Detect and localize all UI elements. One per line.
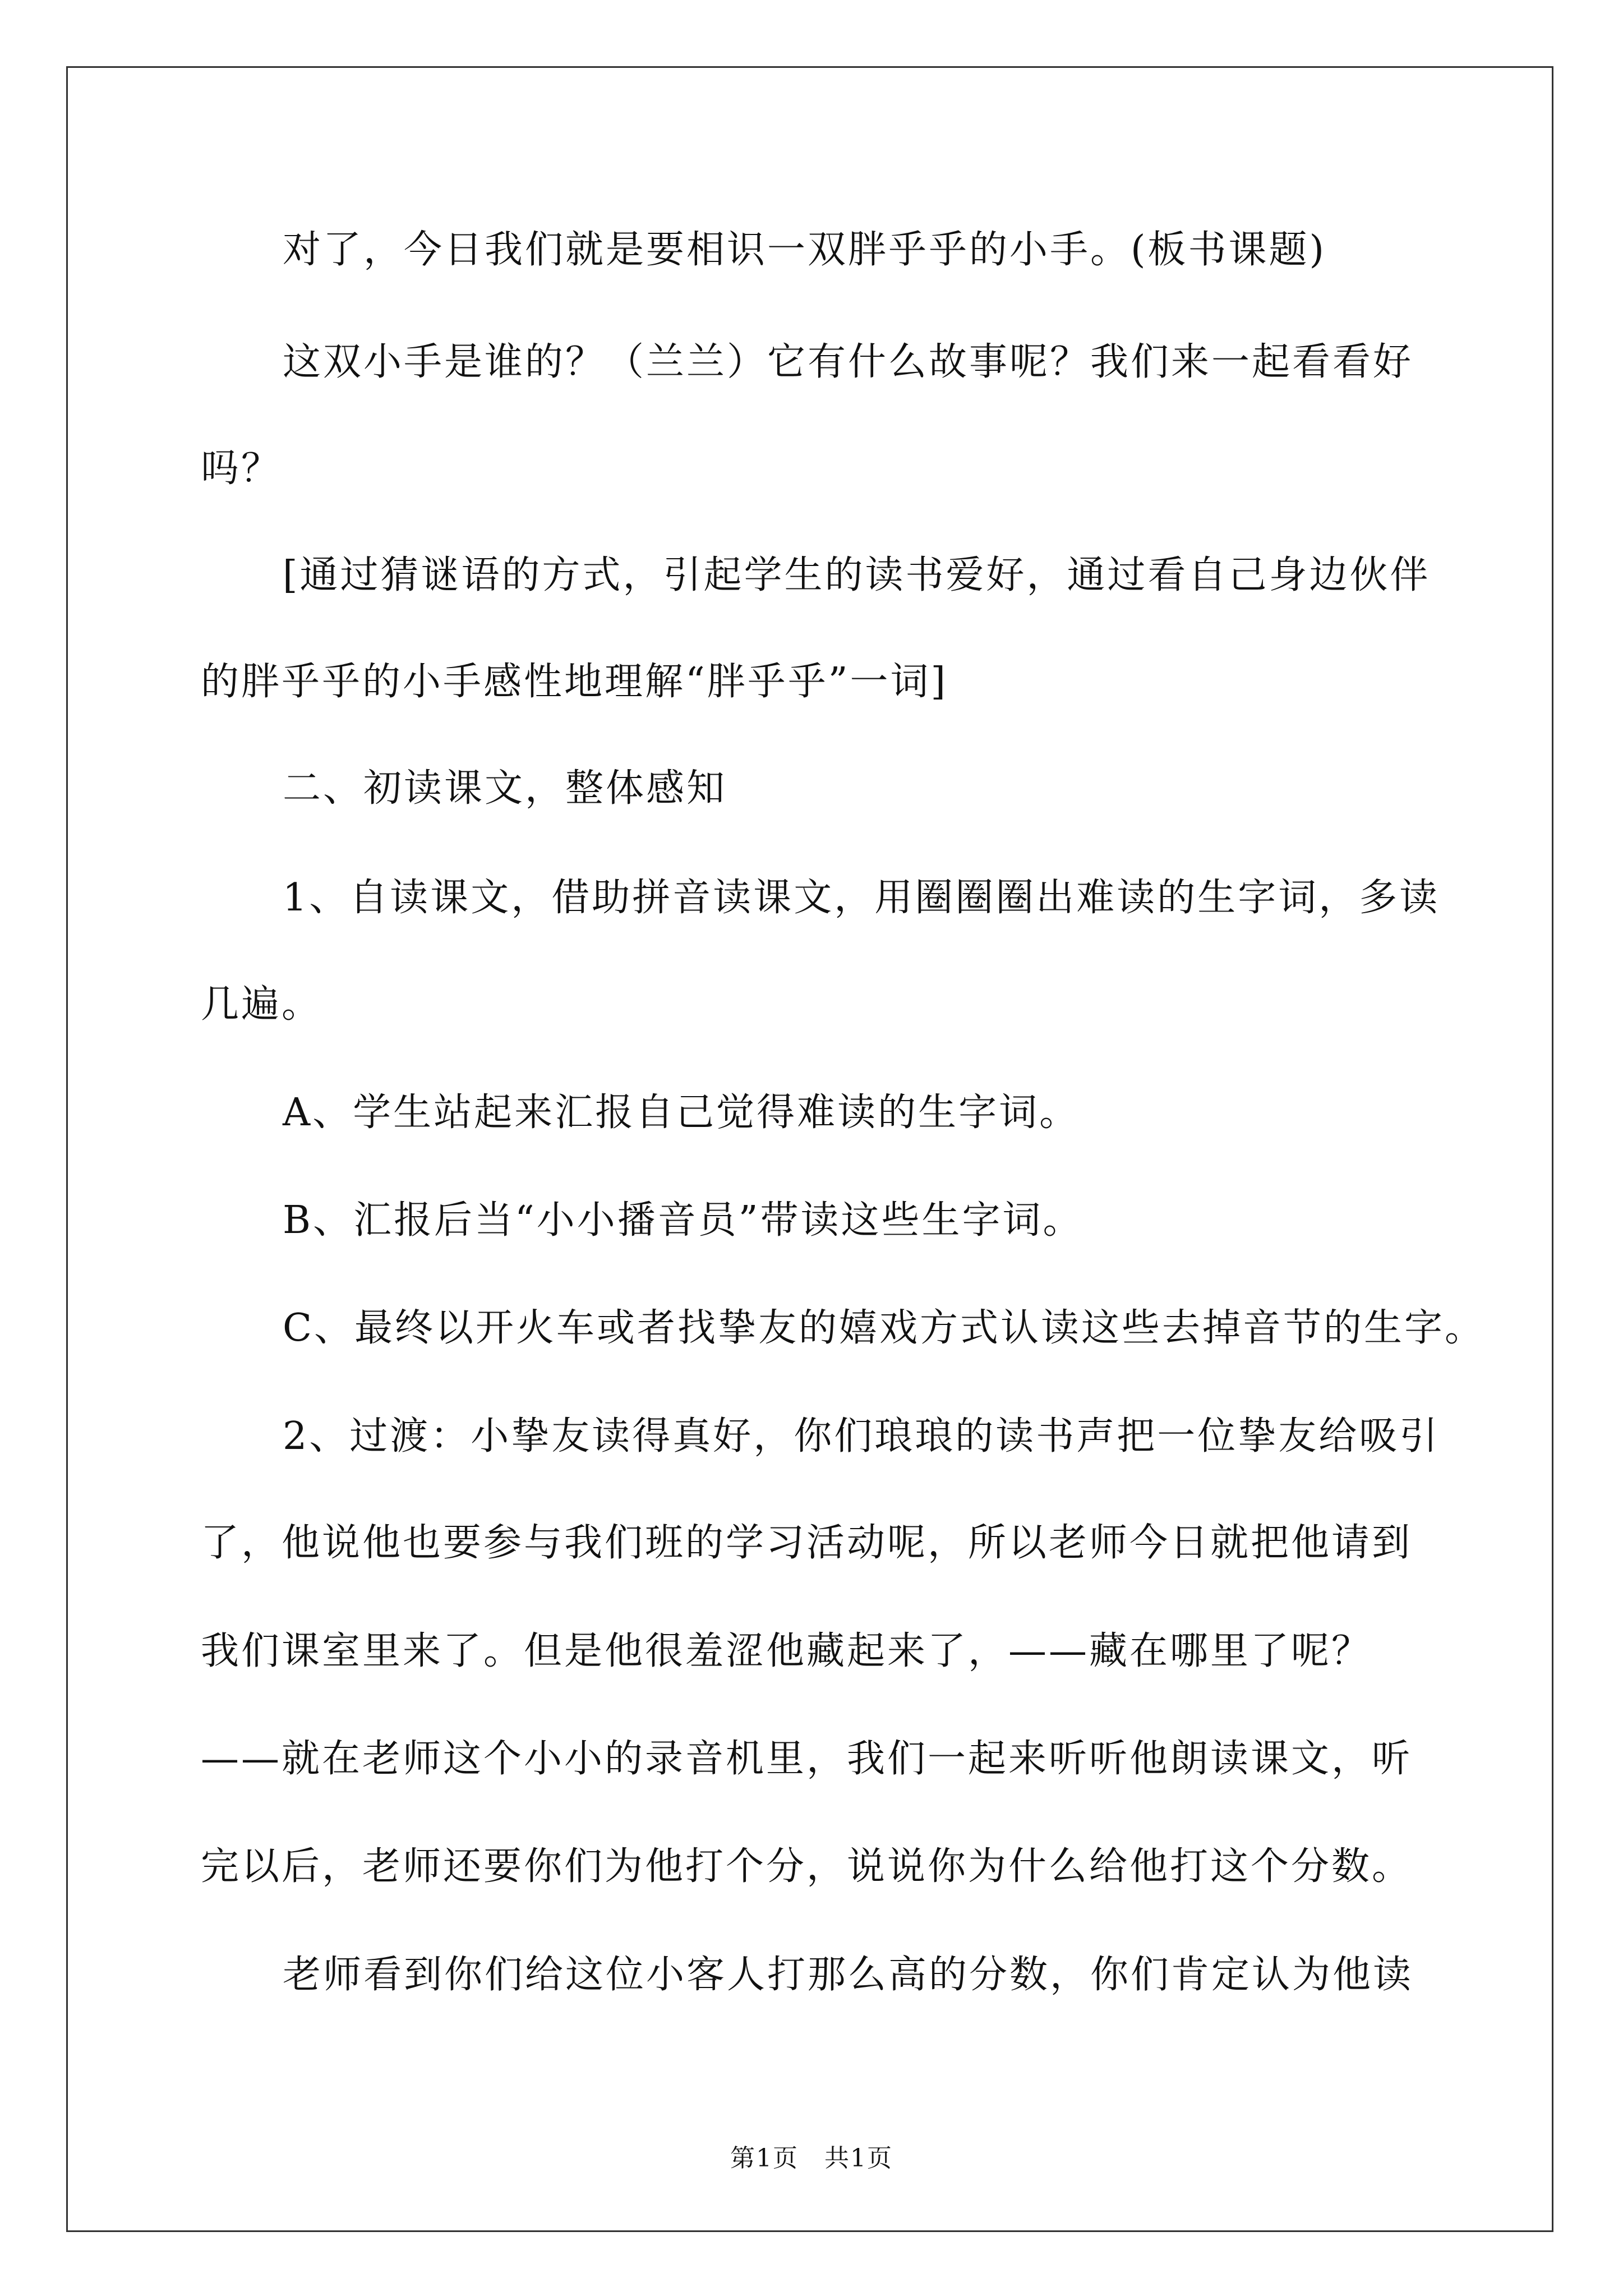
page-border	[66, 66, 1553, 2232]
text-line-17: 老师看到你们给这位小客人打那么高的分数，你们肯定认为他读	[283, 1953, 1414, 1997]
text-line-6: 二、初读课文，整体感知	[283, 766, 727, 811]
text-line-7: 1、自读课文，借助拼音读课文，用圈圈圈出难读的生字词，多读	[283, 876, 1440, 920]
text-line-10: B、汇报后当“小小播音员”带读这些生字词。	[283, 1198, 1083, 1243]
text-line-13: 了，他说他也要参与我们班的学习活动呢，所以老师今日就把他请到	[201, 1521, 1413, 1565]
text-line-16: 完以后，老师还要你们为他打个分，说说你为什么给他打这个分数。	[201, 1844, 1413, 1889]
text-line-3: 吗？	[201, 447, 282, 491]
page-footer: 第1页 共1页	[730, 2144, 893, 2173]
text-line-11: C、最终以开火车或者找挚友的嬉戏方式认读这些去掉音节的生字。	[283, 1306, 1486, 1350]
text-line-5: 的胖乎乎的小手感性地理解“胖乎乎”一词]	[201, 660, 948, 704]
text-line-12: 2、过渡：小挚友读得真好，你们琅琅的读书声把一位挚友给吸引	[283, 1414, 1440, 1458]
text-line-1: 对了，今日我们就是要相识一双胖乎乎的小手。(板书课题)	[283, 228, 1327, 272]
text-line-4: [通过猜谜语的方式，引起学生的读书爱好，通过看自己身边伙伴	[283, 553, 1431, 597]
text-line-2: 这双小手是谁的？（兰兰）它有什么故事呢？我们来一起看看好	[283, 340, 1414, 384]
text-line-8: 几遍。	[201, 982, 322, 1027]
text-line-14: 我们课室里来了。但是他很羞涩他藏起来了，——藏在哪里了呢？	[201, 1629, 1372, 1673]
text-line-9: A、学生站起来汇报自己觉得难读的生字词。	[283, 1091, 1080, 1135]
text-line-15: ——就在老师这个小小的录音机里，我们一起来听听他朗读课文，听	[201, 1737, 1413, 1781]
